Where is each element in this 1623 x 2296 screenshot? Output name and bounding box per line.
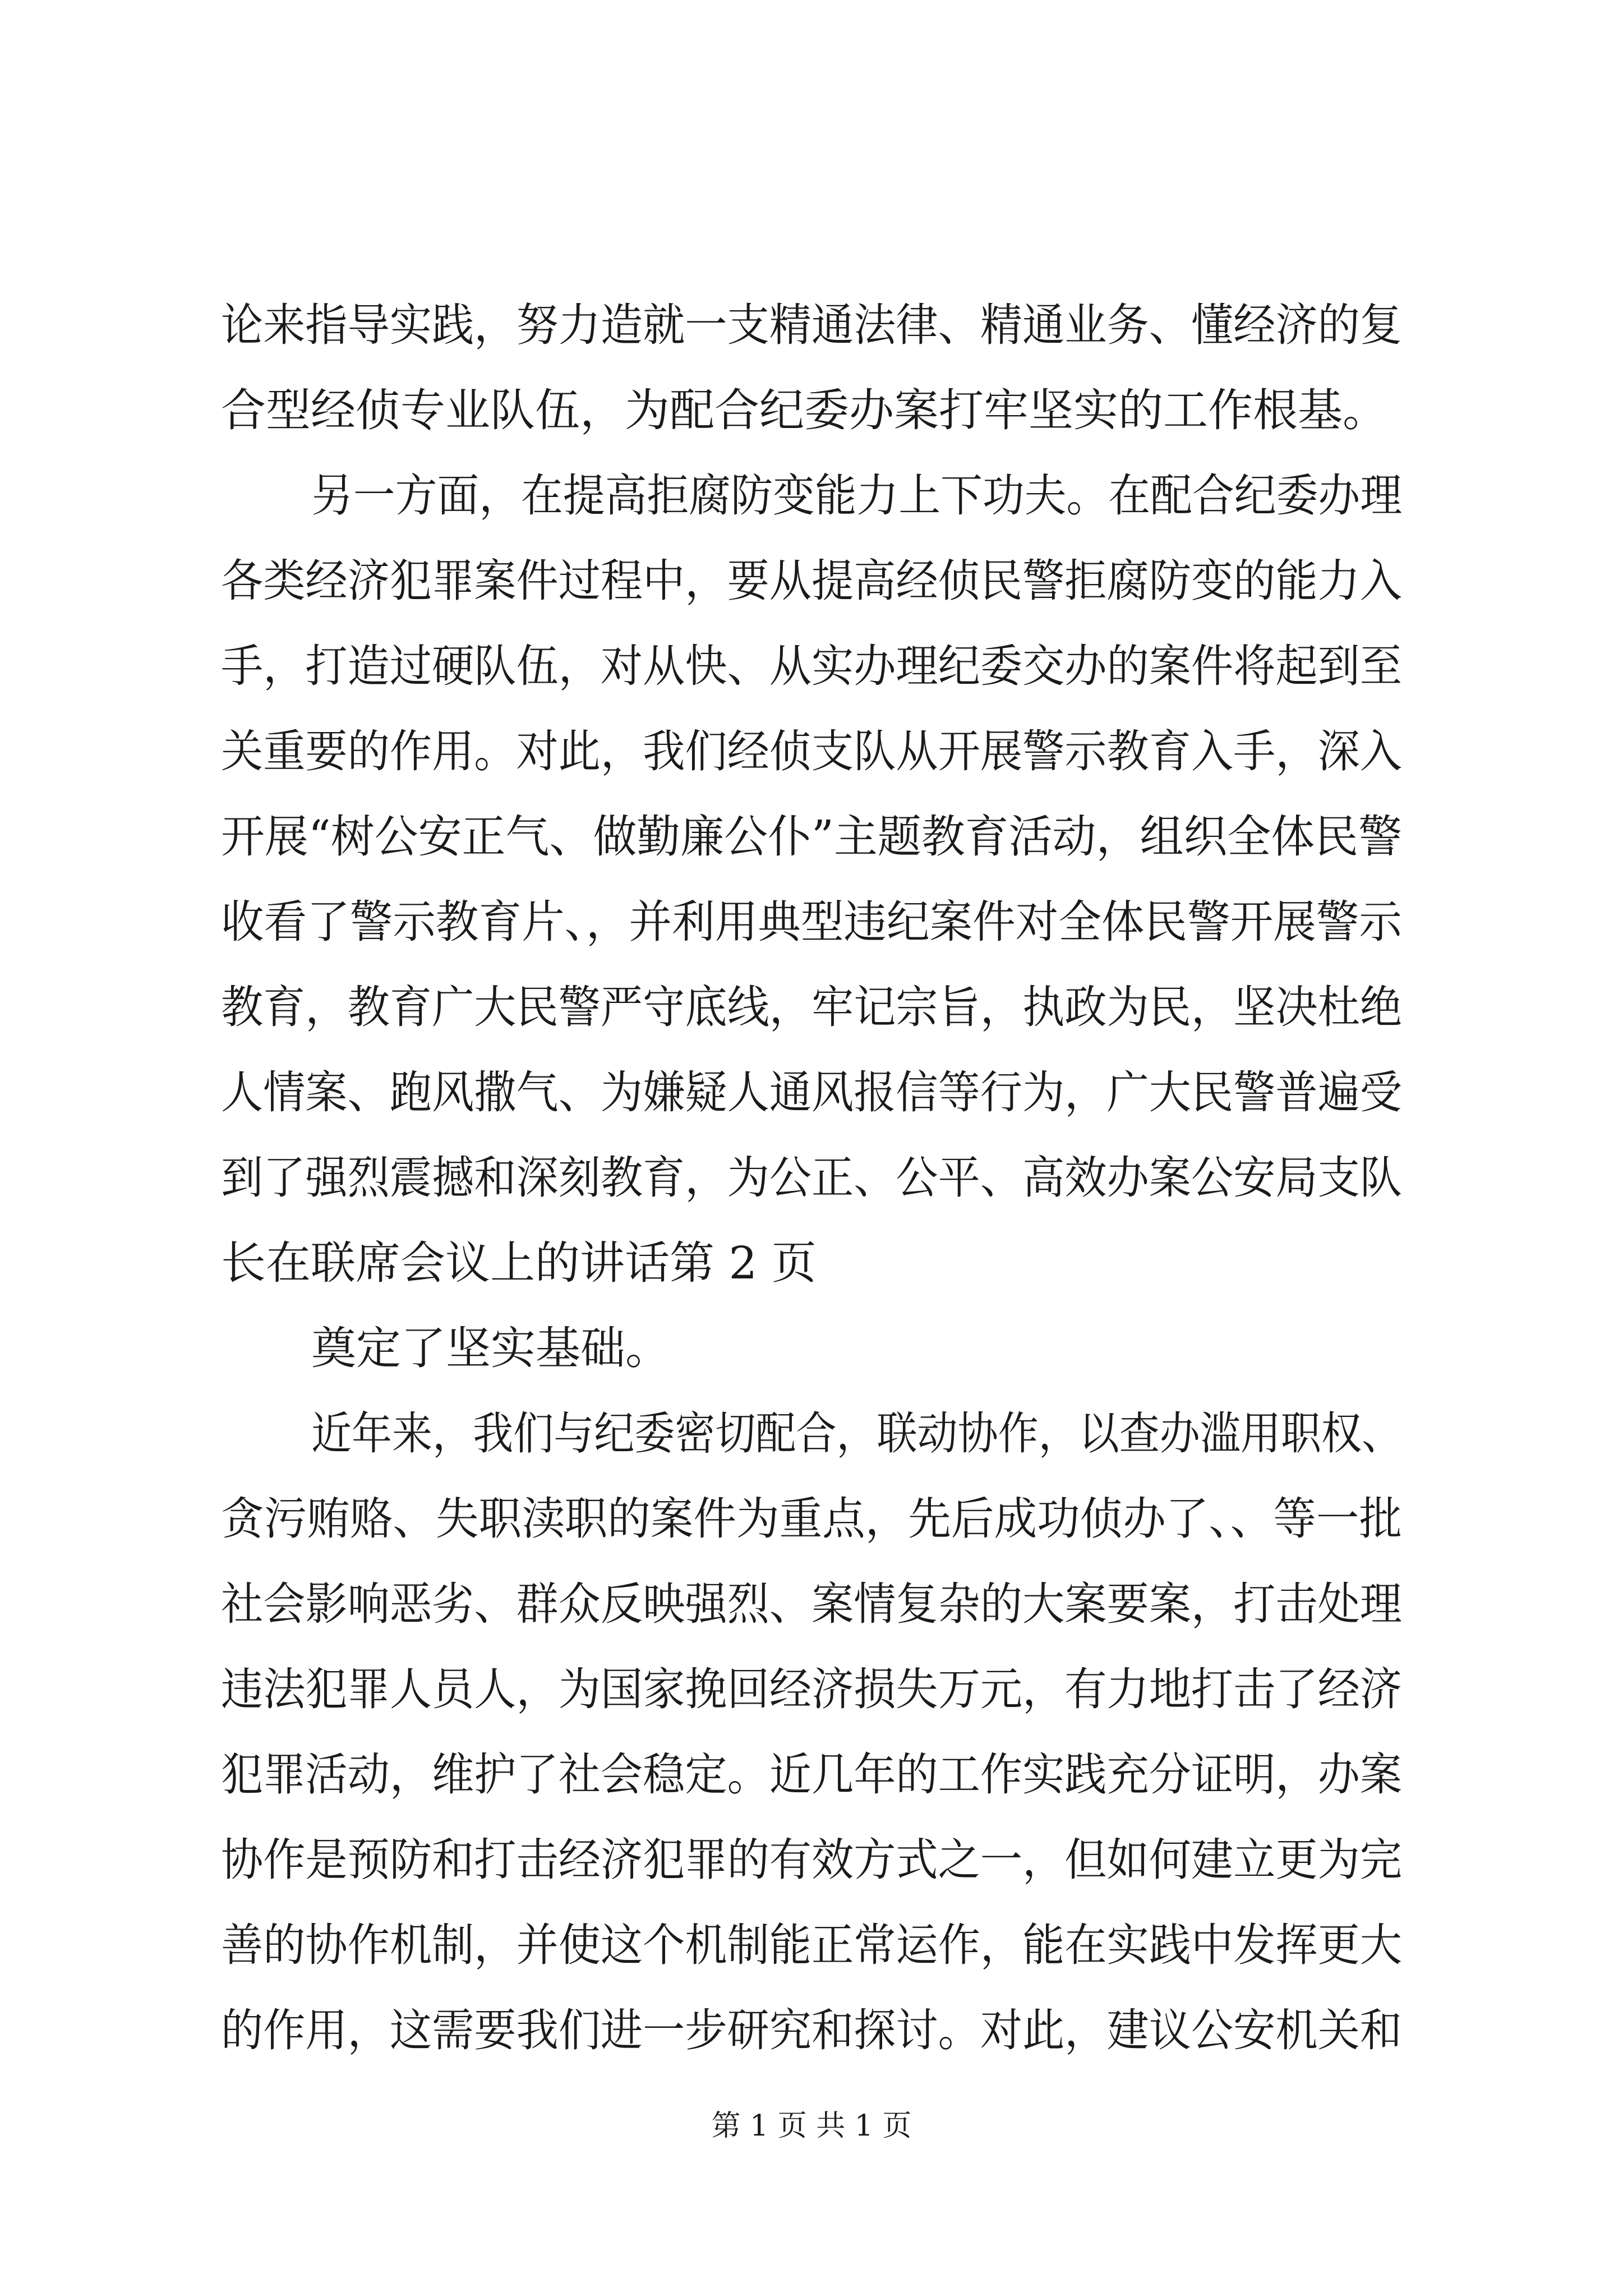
- text-line: [0, 809, 1623, 865]
- text-line: [0, 1662, 1623, 1718]
- text-line: [0, 1832, 1623, 1888]
- line-text: 奠定了坚实基础。: [311, 1322, 670, 1374]
- line-text: 手，打造过硬队伍，对从快、从实办理纪委交办的案件将起到至: [221, 640, 1402, 692]
- line-text: 贪污贿赂、失职渎职的案件为重点，先后成功侦办了、、等一批: [221, 1493, 1402, 1545]
- text-line: [0, 979, 1623, 1036]
- line-text: 的作用，这需要我们进一步研究和探讨。对此，建议公安机关和: [221, 2004, 1402, 2056]
- line-text: 违法犯罪人员人，为国家挽回经济损失万元，有力地打击了经济: [221, 1663, 1402, 1715]
- text-line: [0, 1065, 1623, 1121]
- text-line: [0, 1491, 1623, 1547]
- text-line: [0, 894, 1623, 950]
- text-line: [0, 2003, 1623, 2059]
- text-line: [0, 1235, 1623, 1291]
- page-footer: [0, 2104, 1623, 2148]
- line-text: 收看了警示教育片、，并利用典型违纪案件对全体民警开展警示: [221, 896, 1402, 948]
- line-text: 开展“树公安正气、做勤廉公仆”主题教育活动，组织全体民警: [221, 811, 1402, 863]
- line-text: 教育，教育广大民警严守底线，牢记宗旨，执政为民，坚决杜绝: [221, 981, 1402, 1033]
- line-text: 人情案、跑风撒气、为嫌疑人通风报信等行为，广大民警普遍受: [221, 1066, 1402, 1119]
- line-text: 另一方面，在提高拒腐防变能力上下功夫。在配合纪委办理: [311, 470, 1402, 522]
- line-text: 合型经侦专业队伍，为配合纪委办案打牢坚实的工作根基。: [221, 384, 1387, 436]
- line-text: 长在联席会议上的讲话第 2 页: [221, 1237, 817, 1289]
- line-text: 犯罪活动，维护了社会稳定。近几年的工作实践充分证明，办案: [221, 1749, 1402, 1801]
- text-line: [0, 1320, 1623, 1377]
- text-line: [0, 1576, 1623, 1632]
- line-text: 社会影响恶劣、群众反映强烈、案情复杂的大案要案，打击处理: [221, 1578, 1402, 1630]
- text-line: [0, 1150, 1623, 1206]
- text-line: [0, 1917, 1623, 1973]
- line-text: 关重要的作用。对此，我们经侦支队从开展警示教育入手，深入: [221, 725, 1402, 777]
- text-line: [0, 553, 1623, 609]
- line-text: 论来指导实践，努力造就一支精通法律、精通业务、懂经济的复: [221, 299, 1402, 351]
- text-line: [0, 724, 1623, 780]
- line-text: 善的协作机制，并使这个机制能正常运作，能在实践中发挥更大: [221, 1919, 1402, 1971]
- line-text: 到了强烈震撼和深刻教育，为公正、公平、高效办案公安局支队: [221, 1152, 1402, 1204]
- line-text: 近年来，我们与纪委密切配合，联动协作，以查办滥用职权、: [311, 1407, 1402, 1460]
- text-line: [0, 638, 1623, 694]
- text-line: [0, 383, 1623, 439]
- text-line: [0, 1747, 1623, 1803]
- page-number-label: 第 1 页 共 1 页: [711, 2109, 912, 2143]
- text-line: [0, 468, 1623, 524]
- text-line: [0, 297, 1623, 353]
- text-line: [0, 1406, 1623, 1462]
- line-text: 各类经济犯罪案件过程中，要从提高经侦民警拒腐防变的能力入: [221, 555, 1402, 607]
- line-text: 协作是预防和打击经济犯罪的有效方式之一，但如何建立更为完: [221, 1834, 1402, 1886]
